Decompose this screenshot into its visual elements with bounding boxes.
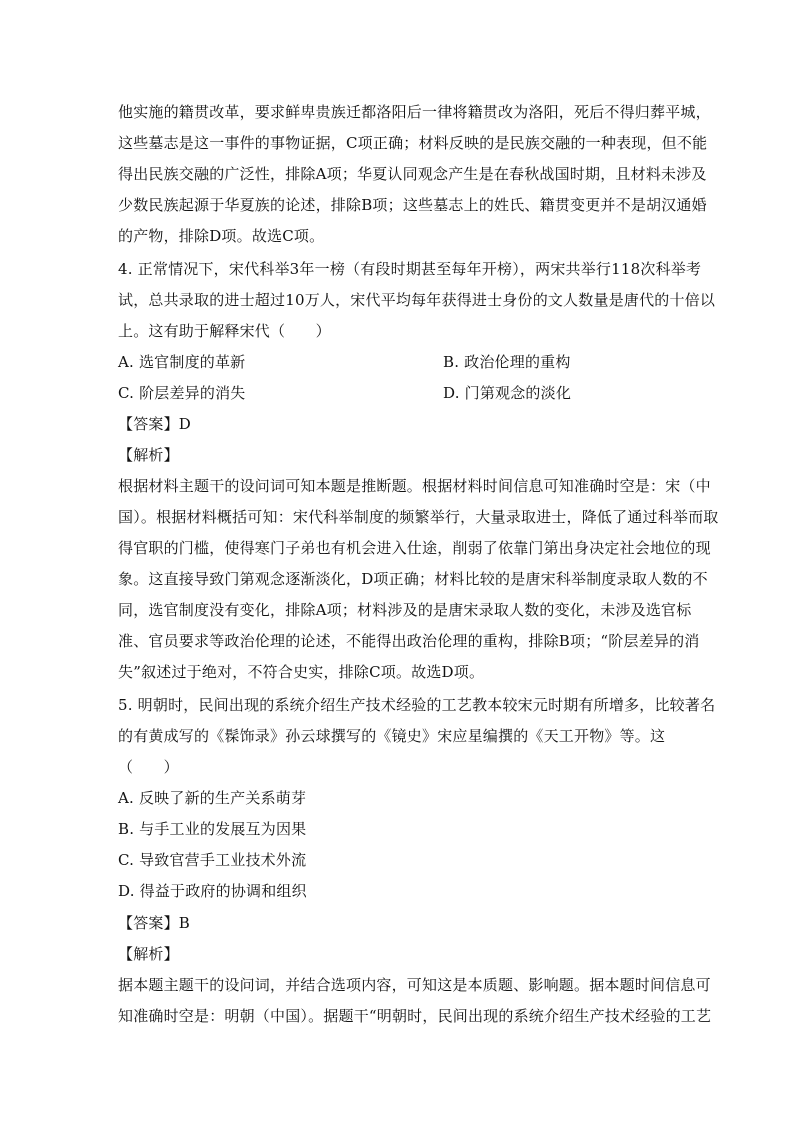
analysis-line: 准、官员要求等政治伦理的论述，不能得出政治伦理的重构，排除B项；“阶层差异的消: [118, 632, 700, 650]
text-line: 少数民族起源于华夏族的论述，排除B项；这些墓志上的姓氏、籍贯变更并不是胡汉通婚: [118, 196, 707, 214]
option-a: A. 反映了新的生产关系萌芽: [118, 789, 307, 807]
option-a: A. 选官制度的革新: [118, 353, 246, 371]
analysis-line: 象。这直接导致门第观念逐渐淡化，D项正确；材料比较的是唐宋科举制度录取人数的不: [118, 570, 708, 588]
analysis-label: 【解析】: [118, 446, 179, 464]
analysis-line: 得官职的门槛，使得寒门子弟也有机会进入仕途，削弱了依靠门第出身决定社会地位的现: [118, 539, 711, 557]
question-4-stem: 4. 正常情况下，宋代科举3年一榜（有段时期甚至每年开榜），两宋共举行118次科举考: [118, 260, 702, 278]
text-line: 得出民族交融的广泛性，排除A项；华夏认同观念产生是在春秋战国时期，且材料未涉及: [118, 165, 707, 183]
analysis-line: 据本题主题干的设问词，并结合选项内容，可知这是本质题、影响题。据本题时间信息可: [118, 976, 711, 994]
text-line: 这些墓志是这一事件的事物证据，C项正确；材料反映的是民族交融的一种表现，但不能: [118, 134, 708, 152]
question-4-stem: 试，总共录取的进士超过10万人，宋代平均每年获得进士身份的文人数量是唐代的十倍以: [118, 291, 716, 309]
option-c: C. 导致官营手工业技术外流: [118, 851, 307, 869]
analysis-line: 失”叙述过于绝对，不符合史实，排除C项。故选D项。: [118, 663, 485, 681]
analysis-line: 同，选官制度没有变化，排除A项；材料涉及的是唐宋录取人数的变化，未涉及选官标: [118, 601, 692, 619]
analysis-line: 知准确时空是：明朝（中国）。据题干“明朝时，民间出现的系统介绍生产技术经验的工艺: [118, 1007, 712, 1025]
option-c: C. 阶层差异的消失: [118, 384, 246, 402]
answer-label: 【答案】D: [118, 415, 192, 433]
option-d: D. 得益于政府的协调和组织: [118, 882, 307, 900]
analysis-line: 根据材料主题干的设问词可知本题是推断题。根据材料时间信息可知准确时空是：宋（中: [118, 477, 711, 495]
text-line: 他实施的籍贯改革，要求鲜卑贵族迁都洛阳后一律将籍贯改为洛阳，死后不得归葬平城，: [118, 103, 711, 121]
question-4-stem: 上。这有助于解释宋代（ ）: [118, 322, 331, 340]
option-b: B. 与手工业的发展互为因果: [118, 820, 307, 838]
option-b: B. 政治伦理的重构: [443, 353, 571, 371]
option-d: D. 门第观念的淡化: [443, 384, 572, 402]
answer-label: 【答案】B: [118, 914, 191, 932]
question-5-stem: 5. 明朝时，民间出现的系统介绍生产技术经验的工艺教本较宋元时期有所增多，比较著名: [118, 696, 716, 714]
text-line: 的产物，排除D项。故选C项。: [118, 227, 325, 245]
question-5-stem: 的有黄成写的《髹饰录》孙云球撰写的《镜史》宋应星编撰的《天工开物》等。这: [118, 727, 666, 745]
question-5-stem: （ ）: [118, 758, 179, 776]
analysis-label: 【解析】: [118, 945, 179, 963]
analysis-line: 国）。根据材料概括可知：宋代科举制度的频繁举行，大量录取进士，降低了通过科举而取: [118, 508, 719, 526]
